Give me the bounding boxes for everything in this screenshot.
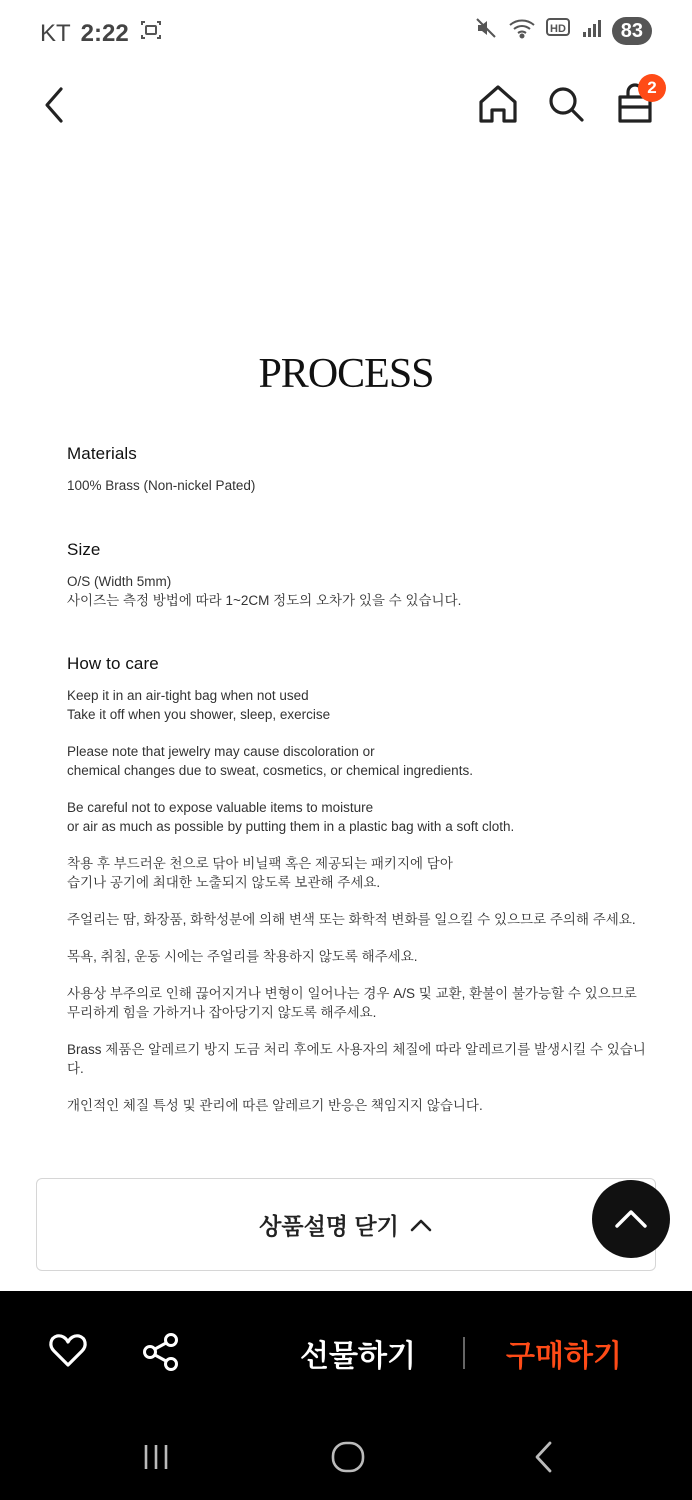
home-pill-icon bbox=[330, 1440, 366, 1474]
care-line: 착용 후 부드러운 천으로 닦아 비닐팩 혹은 제공되는 패키지에 담아 bbox=[67, 856, 453, 871]
heart-icon bbox=[48, 1331, 88, 1369]
materials-heading: Materials bbox=[67, 444, 137, 463]
close-description-button[interactable] bbox=[36, 1178, 656, 1271]
size-section bbox=[67, 540, 647, 610]
size-line: O/S (Width 5mm) bbox=[67, 574, 172, 589]
care-line: 목욕, 취침, 운동 시에는 주얼리를 착용하지 않도록 해주세요. bbox=[67, 949, 418, 964]
mute-icon bbox=[474, 16, 498, 45]
carrier-label: KT bbox=[40, 19, 71, 47]
recent-apps-icon bbox=[140, 1442, 172, 1472]
home-icon bbox=[477, 83, 519, 125]
care-body bbox=[67, 686, 647, 1115]
care-paragraph bbox=[67, 1096, 647, 1115]
care-paragraph bbox=[67, 984, 647, 1022]
care-line: 개인적인 체질 특성 및 관리에 따른 알레르기 반응은 책임지지 않습니다. bbox=[67, 1098, 483, 1113]
care-line: 사용상 부주의로 인해 끊어지거나 변형이 일어나는 경우 A/S 및 교환, 환불이 불가능할 수 있으므로 bbox=[67, 986, 637, 1001]
care-line: or air as much as possible by putting them in a plastic bag with a soft cloth. bbox=[67, 819, 515, 834]
size-heading: Size bbox=[67, 540, 101, 559]
care-paragraph bbox=[67, 742, 647, 780]
care-line: chemical changes due to sweat, cosmetics, or chemical ingredients. bbox=[67, 763, 473, 778]
care-line: Keep it in an air-tight bag when not used bbox=[67, 688, 309, 703]
home-button[interactable] bbox=[474, 80, 522, 128]
care-line: 주얼리는 땀, 화장품, 화학성분에 의해 변색 또는 화학적 변화를 일으킬 수 있으므로 주의해 주세요. bbox=[67, 912, 636, 927]
clock: 2:22 bbox=[80, 19, 129, 47]
chevron-up-icon bbox=[614, 1208, 648, 1230]
top-nav bbox=[0, 70, 692, 140]
care-heading: How to care bbox=[67, 654, 159, 673]
care-line: 무리하게 힘을 가하거나 잡아당기지 않도록 해주세요. bbox=[67, 1005, 377, 1020]
system-home-button[interactable] bbox=[328, 1437, 368, 1477]
care-paragraph bbox=[67, 798, 647, 836]
care-section bbox=[67, 654, 647, 1133]
back-button[interactable] bbox=[34, 82, 74, 128]
chevron-up-icon bbox=[409, 1217, 433, 1233]
buy-button[interactable]: 구매하기 bbox=[506, 1340, 622, 1373]
care-paragraph bbox=[67, 910, 647, 929]
care-paragraph bbox=[67, 947, 647, 966]
system-back-icon bbox=[532, 1440, 556, 1474]
scroll-to-top-button[interactable] bbox=[592, 1180, 670, 1258]
search-icon bbox=[546, 84, 586, 124]
battery-indicator: 83 bbox=[612, 17, 652, 45]
hd-icon bbox=[546, 17, 572, 44]
care-paragraph bbox=[67, 854, 647, 892]
size-line: 사이즈는 측정 방법에 따라 1~2CM 정도의 오차가 있을 수 있습니다. bbox=[67, 593, 462, 608]
materials-section bbox=[67, 444, 647, 495]
status-bar bbox=[0, 0, 692, 64]
close-description-label: 상품설명 닫기 bbox=[259, 1213, 399, 1239]
status-right bbox=[474, 16, 652, 45]
wishlist-button[interactable] bbox=[48, 1331, 88, 1371]
signal-icon bbox=[582, 18, 602, 43]
system-back-button[interactable] bbox=[524, 1437, 564, 1477]
care-paragraph bbox=[67, 1040, 647, 1078]
process-title: PROCESS bbox=[258, 351, 434, 397]
care-line: Brass 제품은 알레르기 방지 도금 처리 후에도 사용자의 체질에 따라 알레르기를 발생시킬 수 있습니다. bbox=[67, 1042, 646, 1076]
screenshot-icon bbox=[139, 18, 163, 49]
wifi-icon bbox=[508, 16, 536, 45]
materials-line: 100% Brass (Non-nickel Pated) bbox=[67, 478, 256, 493]
bottom-action-bar bbox=[0, 1291, 692, 1413]
status-left bbox=[40, 18, 163, 49]
search-button[interactable] bbox=[542, 80, 590, 128]
back-arrow-icon bbox=[41, 85, 67, 125]
cart-count-badge: 2 bbox=[638, 74, 666, 102]
care-line: 습기나 공기에 최대한 노출되지 않도록 보관해 주세요. bbox=[67, 875, 381, 890]
svg-text:HD: HD bbox=[549, 23, 566, 35]
share-icon bbox=[140, 1331, 182, 1373]
share-button[interactable] bbox=[140, 1331, 182, 1373]
action-divider bbox=[463, 1337, 465, 1369]
care-paragraph bbox=[67, 686, 647, 724]
system-nav-bar bbox=[0, 1413, 692, 1500]
recent-apps-button[interactable] bbox=[136, 1437, 176, 1477]
care-line: Please note that jewelry may cause discoloration or bbox=[67, 744, 375, 759]
care-line: Take it off when you shower, sleep, exercise bbox=[67, 707, 331, 722]
care-line: Be careful not to expose valuable items to moisture bbox=[67, 800, 374, 815]
cart-button[interactable] bbox=[610, 80, 660, 128]
gift-button[interactable]: 선물하기 bbox=[300, 1340, 416, 1373]
